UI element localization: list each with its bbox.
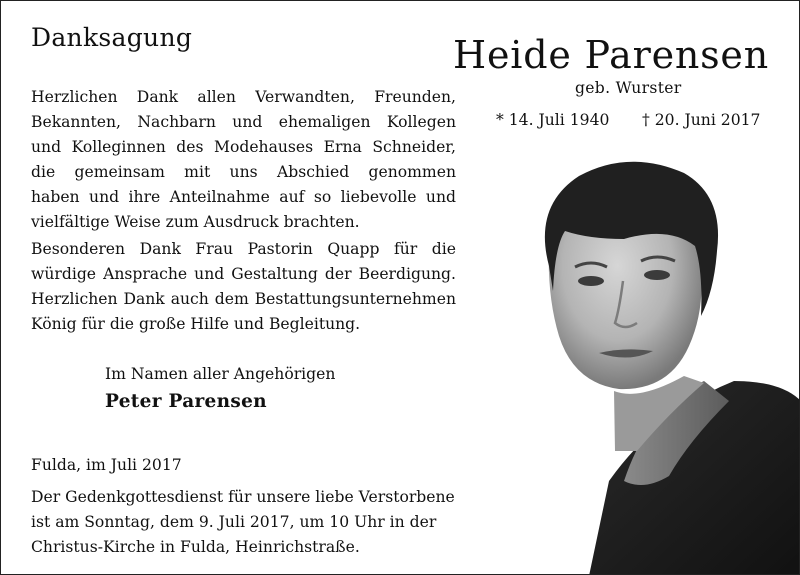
text-line: Bekannten, Nachbarn und ehemaligen Kollegen [31, 113, 456, 131]
text-line: die gemeinsam mit uns Abschied genommen [31, 163, 456, 181]
text-line: Christus-Kirche in Fulda, Heinrichstraße. [31, 538, 360, 556]
text-line: Der Gedenkgottesdienst für unsere liebe Verstorbene [31, 488, 455, 506]
text-line: haben und ihre Anteilnahme auf so liebevolle und [31, 188, 456, 206]
maiden-name: geb. Wurster [575, 79, 682, 97]
signer-name: Peter Parensen [105, 391, 267, 412]
text-line: würdige Ansprache und Gestaltung der Beerdigung. [31, 265, 456, 283]
text-line: Herzlichen Dank auch dem Bestattungsunternehmen [31, 290, 456, 308]
text-line: und Kolleginnen des Modehauses Erna Schneider, [31, 138, 456, 156]
death-date: † 20. Juni 2017 [642, 111, 761, 129]
deceased-name: Heide Parensen [453, 33, 769, 77]
text-line: ist am Sonntag, dem 9. Juli 2017, um 10 Uhr in der [31, 513, 437, 531]
text-line: vielfältige Weise zum Ausdruck brachten. [31, 213, 360, 231]
birth-date: * 14. Juli 1940 [496, 111, 610, 129]
text-line: Besonderen Dank Frau Pastorin Quapp für die [31, 240, 456, 258]
special-thanks-paragraph [31, 237, 456, 337]
portrait-photo [519, 151, 800, 575]
text-line: König für die große Hilfe und Begleitung. [31, 315, 361, 333]
heading: Danksagung [31, 23, 193, 52]
text-line: Herzlichen Dank allen Verwandten, Freunden, [31, 88, 456, 106]
signoff: Im Namen aller Angehörigen [105, 365, 336, 383]
thanks-paragraph [31, 85, 456, 235]
portrait-illustration [519, 151, 800, 575]
dateline: Fulda, im Juli 2017 [31, 456, 182, 474]
memorial-service-paragraph [31, 485, 464, 560]
